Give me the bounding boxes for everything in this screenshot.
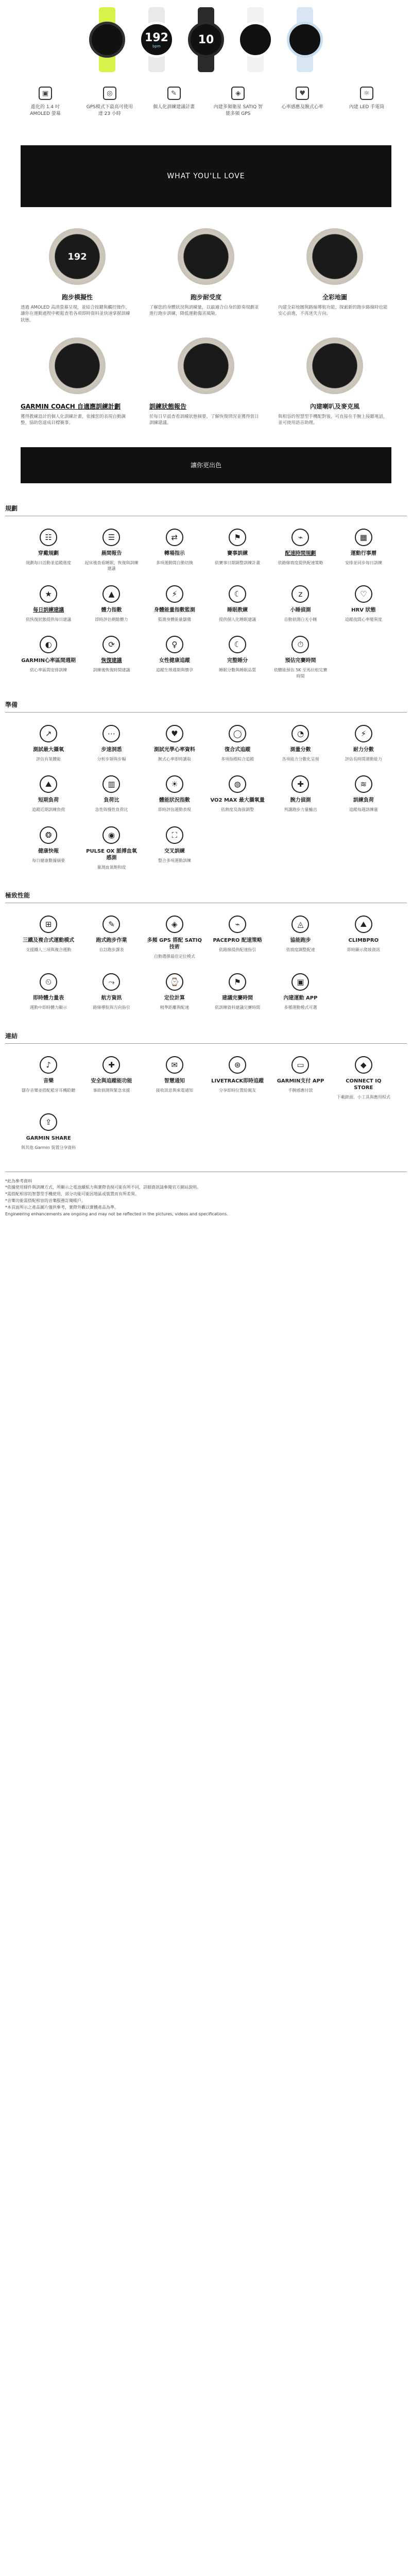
spec-item-title: PULSE OX 脈搏血氧感測 (86, 848, 137, 861)
track-icon: ◯ (229, 725, 246, 742)
feature-icons-row (0, 77, 412, 127)
watch-face (237, 22, 273, 58)
light-icon: ☼ (360, 87, 373, 100)
pacepro2-icon: ⌁ (229, 916, 246, 933)
spec-grid (5, 903, 407, 1010)
feature-highlight (342, 87, 391, 116)
spec-item-title: GARMIN支付 APP (277, 1078, 324, 1084)
spec-grid (5, 1044, 407, 1151)
spec-item-title: 內建運動 APP (283, 995, 318, 1001)
spec-item (21, 973, 76, 1011)
spec-item (83, 529, 139, 572)
spec-item-desc: 整合多項運動訓練 (158, 858, 191, 863)
hrv-icon: ♡ (355, 585, 372, 603)
feature-card-title: 內建喇叭及麥克風 (310, 402, 359, 410)
spec-item-title: 復合式追蹤 (225, 747, 251, 753)
spec-item-desc: 追蹤夜間心率變異度 (345, 617, 382, 622)
watch-face (178, 228, 234, 285)
readiness-icon: ❂ (40, 826, 57, 844)
feature-watch-image (149, 335, 263, 397)
race-icon: ⚑ (229, 529, 246, 546)
spec-item-title: 測量分數 (290, 747, 311, 753)
spec-item (210, 916, 265, 960)
spec-item (272, 585, 328, 623)
spec-item-title: 腕力偵測 (290, 798, 311, 804)
predict-icon: ⏱ (291, 636, 309, 653)
spec-item (83, 725, 139, 762)
spec-item (147, 585, 202, 623)
spec-item-title: 女性健康追蹤 (159, 658, 190, 664)
spec-item (210, 636, 265, 679)
feature-highlight-text: 進化的 1.4 吋 AMOLED 螢幕 (30, 105, 61, 116)
spec-item-title: 睡眠教練 (227, 607, 248, 613)
spec-item-desc: 下載錶面、小工具與應用程式 (336, 1094, 390, 1099)
spec-grid (5, 516, 407, 680)
spec-item (83, 636, 139, 679)
spec-item-title: 步速洞悉 (101, 747, 122, 753)
spec-item (336, 916, 391, 960)
feature-card (149, 226, 263, 324)
spec-item (210, 1056, 265, 1100)
spec-section (5, 1031, 407, 1151)
spec-item (336, 529, 391, 572)
spec-item-desc: 依坡度調整配速 (286, 947, 315, 953)
spec-item-desc: 睡眠分數與睡眠品質 (219, 668, 256, 673)
watch-face (287, 22, 323, 58)
feature-card (21, 226, 134, 324)
spec-item-desc: 腕式心率即時讀取 (158, 756, 191, 761)
feature-highlight (21, 87, 70, 116)
spec-item-title: 即時體力量表 (33, 995, 64, 1001)
feature-watch-image (278, 335, 391, 397)
spec-item-desc: 依心率區間安排訓練 (30, 668, 67, 673)
feature-card-title: 跑步模擬性 (61, 294, 93, 301)
spec-item-title: 安全與追蹤能功能 (91, 1078, 132, 1084)
spec-item-title: 三鐵及複合式運動模式 (23, 938, 75, 944)
spec-item (210, 585, 265, 623)
feature-highlight-text: 個人化訓練建議計畫 (153, 105, 195, 110)
spec-item-desc: 追蹤近期訓練負荷 (32, 807, 65, 812)
energy-icon: ⚡ (166, 585, 183, 603)
spec-item (336, 775, 391, 813)
spec-item-title: 短期負荷 (38, 798, 59, 804)
spec-item-title: 跑式跑步作業 (96, 938, 127, 944)
spec-item-desc: 依訓練資料建議完賽時間 (215, 1005, 261, 1010)
spec-item-title: 協能跑步 (290, 938, 311, 944)
feature-card-title: 跑步耐受度 (190, 294, 221, 301)
spec-item-title: 體能狀況指數 (159, 798, 190, 804)
feature-card-desc: 透過 AMOLED 高清螢幕呈現，並結合按鍵與觸控操作，讓你在運動過程中輕鬆查看各項即時資料並快速掌握訓練狀態。 (21, 305, 130, 323)
race2-icon: ⚑ (229, 973, 246, 991)
compare-banner[interactable] (21, 447, 391, 483)
feature-highlight-text: 內建多頻衛星 SATIQ 智能多頻 GPS (213, 105, 263, 116)
spec-item-title: 身體能量指數監測 (153, 607, 195, 613)
spec-item-desc: 規劃每日活動並追蹤進度 (26, 560, 72, 565)
spec-item-desc: 運動中即時體力顯示 (30, 1005, 67, 1010)
spec-item-desc: 依熱度及海拔調整 (221, 807, 254, 812)
video-banner[interactable] (21, 145, 391, 207)
pace-icon: ⌚ (166, 973, 183, 991)
spec-item-desc: 精準距離與配速 (160, 1005, 189, 1010)
spec-item (272, 725, 328, 762)
footnote-line: *本頁面所示之產品圖片僅供參考，實際外觀以實體產品為準。 (5, 1205, 118, 1210)
hero-watches (0, 0, 412, 77)
spec-item-title: 賽事訓練 (227, 550, 248, 556)
watch-image (283, 7, 327, 72)
spec-item-desc: 監測身體能量儲備 (158, 617, 191, 622)
watch-face (139, 22, 175, 58)
watch-face-number: 10 (198, 33, 214, 46)
compare-label: 讓你更出色 (190, 462, 221, 469)
score-icon: ◔ (291, 725, 309, 742)
watch-image (184, 7, 228, 72)
spec-item (336, 725, 391, 762)
spec-item (21, 725, 76, 762)
feature-grid (0, 207, 412, 427)
spec-item (21, 529, 76, 572)
load2-icon: ▥ (102, 775, 120, 793)
calendar-icon: ▦ (355, 529, 372, 546)
spec-item-desc: 多項指標綜合追蹤 (221, 756, 254, 761)
grade-icon: ◬ (291, 916, 309, 933)
feature-card-title: 全彩地圖 (322, 294, 347, 301)
trainload-icon: ≋ (355, 775, 372, 793)
spec-item-title: 交叉訓練 (164, 848, 185, 854)
spec-item-title: 音樂 (43, 1078, 54, 1084)
spec-item-link[interactable]: 每日訓練建議 (33, 607, 64, 613)
spec-item-title: 運動行事曆 (350, 550, 376, 556)
spec-item-link[interactable]: 配速時間規劃 (285, 550, 316, 556)
display-icon: ▣ (39, 87, 52, 100)
footnotes (5, 1172, 407, 1218)
load-icon: ▲ (102, 585, 120, 603)
heat-icon: ☀ (166, 775, 183, 793)
spec-item-desc: 手腕感應付款 (288, 1088, 313, 1093)
spec-item-desc: 多項運動間自動切換 (156, 560, 193, 565)
spec-item (272, 775, 328, 813)
vo2max-icon: ◍ (229, 775, 246, 793)
watch-face (49, 337, 106, 394)
spec-item-title: 定位計算 (164, 995, 185, 1001)
spec-item (210, 529, 265, 572)
tri-icon: ⛶ (166, 826, 183, 844)
app-icon: ▣ (291, 973, 309, 991)
spec-item (210, 973, 265, 1011)
step-icon: ⋯ (102, 725, 120, 742)
spec-item-title: HRV 狀態 (351, 607, 376, 613)
spec-item-desc: 依路線坡度提供配速策略 (278, 560, 323, 565)
spec-item-desc: 依路線提供配速指引 (219, 947, 256, 953)
watch-face (89, 22, 125, 58)
spec-item-desc: 判讀跑步力量輸出 (284, 807, 317, 812)
feature-highlight (213, 87, 263, 116)
spec-item-title: 體力指數 (101, 607, 122, 613)
feature-highlight (149, 87, 199, 116)
heart-icon: ♥ (296, 87, 309, 100)
plan-icon: ☷ (40, 529, 57, 546)
feature-card-desc: 與相容的智慧型手機配對後，可直接在手腕上接聽電話，並可使用語音助理。 (278, 414, 388, 426)
spec-item-desc: 自動選擇最佳定位模式 (153, 954, 195, 959)
power-icon: ⚡ (355, 725, 372, 742)
spec-item (147, 1056, 202, 1100)
video-label: WHAT YOU'LL LOVE (167, 172, 245, 180)
spec-item (147, 916, 202, 960)
spec-item-desc: 路線導航與方向指引 (93, 1005, 130, 1010)
spec-item-title: 預估完賽時間 (285, 658, 316, 664)
feature-card (278, 226, 391, 324)
spec-item (147, 775, 202, 813)
spec-item-desc: 各項能力分數化呈現 (282, 756, 319, 761)
spec-item (147, 973, 202, 1011)
spec-item-title: 晨間報告 (101, 550, 122, 556)
spec-item-desc: 依恢復狀態提供每日建議 (26, 617, 72, 622)
garmin-pay-icon: ▭ (291, 1056, 309, 1074)
spec-item-title: 航方資訊 (101, 995, 122, 1001)
cycle-icon: ◐ (40, 636, 57, 653)
spec-item-desc: 起床後查看睡眠、恢復與訓練建議 (84, 560, 139, 571)
watch-face-number: 192 (67, 251, 87, 262)
footnote-line: *需搭配相容的智慧型手機使用，部分功能可能因地區或裝置而有所差異。 (5, 1192, 139, 1197)
livetrack-icon: ⊛ (229, 1056, 246, 1074)
feature-watch-image (21, 335, 134, 397)
section-title: 連結 (5, 1031, 407, 1044)
spec-item-title: GARMIN SHARE (26, 1136, 71, 1142)
footnote-line: *依據使用條件與訓練方式，所顯示之電池續航力與實際表現可能有所不同，詳細資訊請參閱官方網站說明。 (5, 1185, 201, 1190)
spec-section (5, 700, 407, 871)
sleep-score-icon: ☾ (229, 636, 246, 653)
spec-item (147, 725, 202, 762)
footnote-line: *此為參考資料 (5, 1178, 32, 1183)
spec-grid (5, 713, 407, 871)
spec-item-desc: 依賽事日期調整訓練計畫 (215, 560, 261, 565)
feature-watch-image (21, 226, 134, 287)
spec-item-desc: 儲存音樂並搭配藍牙耳機聆聽 (22, 1088, 76, 1093)
spec-item-desc: 急性與慢性負荷比 (95, 807, 128, 812)
spec-section (5, 891, 407, 1010)
spec-item-link[interactable]: 恢復建議 (101, 658, 122, 664)
feature-highlight (85, 87, 134, 116)
multi-icon: ⊞ (40, 916, 57, 933)
spec-item-desc: 支援鐵人三項與複合運動 (26, 947, 72, 953)
spec-item (21, 636, 76, 679)
sleep-icon: ☾ (229, 585, 246, 603)
multiband-icon: ◈ (166, 916, 183, 933)
spec-item (147, 636, 202, 679)
spec-item-title: 穿戴規劃 (38, 550, 59, 556)
watch-face-unit: bpm (152, 44, 161, 48)
transfer-icon: ⇄ (166, 529, 183, 546)
spec-item (21, 775, 76, 813)
iq-icon: ◆ (355, 1056, 372, 1074)
spec-item-title: CLIMBPRO (348, 938, 379, 944)
watch-face-number: 192 (145, 31, 168, 44)
spec-item (210, 725, 265, 762)
section-title: 規劃 (5, 504, 407, 516)
spec-item-title: 測試最大攝氧 (33, 747, 64, 753)
coach-icon: ✎ (167, 87, 181, 100)
feature-card-link[interactable]: GARMIN COACH 自適應訓練計劃 (21, 402, 121, 410)
spec-item-title: CONNECT IQ STORE (346, 1078, 382, 1091)
spec-item (21, 916, 76, 960)
watch-image (135, 7, 178, 72)
feature-card (21, 335, 134, 427)
spec-item (272, 636, 328, 679)
spec-item-desc: 自動偵測白天小睡 (284, 617, 317, 622)
watch-face (188, 22, 224, 58)
gps-icon: ◎ (103, 87, 116, 100)
spec-item-title: 訓練負荷 (353, 798, 374, 804)
watch-face (178, 337, 234, 394)
feature-watch-image (149, 226, 263, 287)
spec-item-desc: 評估有氧體能 (36, 756, 61, 761)
oxygen-icon: ✚ (291, 775, 309, 793)
spec-item-title: 小睡偵測 (290, 607, 311, 613)
women-icon: ♀ (166, 636, 183, 653)
feature-highlight-text: 內建 LED 手電筒 (349, 105, 385, 110)
spec-section (5, 504, 407, 680)
footnote-line: Engineering enhancements are ongoing and may not be reflected in the pictures, videos and specifications. (5, 1211, 228, 1216)
watch-face (306, 228, 363, 285)
spec-item-title: PACEPRO 配速策略 (213, 938, 262, 944)
feature-card-desc: 獲得教練設計的個人化訓練計畫，依據您的表現自動調整，協助您達成目標賽事。 (21, 414, 126, 426)
spec-sections (0, 504, 412, 1151)
spec-item (21, 1113, 76, 1151)
pacepro-icon: ⌁ (291, 529, 309, 546)
spec-item-desc: 安排並同步每日訓練 (345, 560, 382, 565)
spec-item-desc: 提供個人化睡眠建議 (219, 617, 256, 622)
vo2-icon: ↗ (40, 725, 57, 742)
spec-item-title: GARMIN心率區間週期 (21, 658, 76, 664)
spec-item (147, 529, 202, 572)
spec-item (336, 1056, 391, 1100)
hr-icon: ♥ (166, 725, 183, 742)
watch-face (306, 337, 363, 394)
spec-item (210, 775, 265, 813)
spec-item (83, 826, 139, 871)
spec-item (272, 973, 328, 1011)
feature-watch-image (278, 226, 391, 287)
spec-item-desc: 多種運動模式可選 (284, 1005, 317, 1010)
spec-item-title: 健康快報 (38, 848, 59, 854)
spec-item (147, 826, 202, 871)
satellite-icon: ◈ (231, 87, 245, 100)
recovery-icon: ⟳ (102, 636, 120, 653)
safety-icon: ✚ (102, 1056, 120, 1074)
feature-card (149, 335, 263, 427)
spec-item-title: 負荷比 (104, 798, 119, 804)
suggest-icon: ★ (40, 585, 57, 603)
spec-item-desc: 訓練後恢復時間建議 (93, 668, 130, 673)
spec-item-title: LIVETRACK即時追蹤 (211, 1078, 264, 1084)
feature-highlight (278, 87, 327, 116)
notify-icon: ✉ (166, 1056, 183, 1074)
spec-item-title: VO2 MAX 最大攝氧量 (210, 798, 265, 804)
spec-item-title: 多頻 GPS 搭配 SATIQ 技術 (147, 938, 202, 951)
spec-item (272, 916, 328, 960)
spec-item (21, 826, 76, 871)
spec-item-desc: 即時評估運動表現 (158, 807, 191, 812)
spec-item-desc: 與其他 Garmin 裝置分享資料 (21, 1145, 76, 1150)
spec-item-desc: 即時顯示爬坡資訊 (347, 947, 380, 953)
feature-card (278, 335, 391, 427)
spec-item (83, 585, 139, 623)
watch-image (234, 7, 277, 72)
spec-item-desc: 事故偵測與緊急求援 (93, 1088, 130, 1093)
spec-item-desc: 分享即時位置給親友 (219, 1088, 256, 1093)
coach2-icon: ✎ (102, 916, 120, 933)
spec-item-desc: 追蹤生理週期與懷孕 (156, 668, 193, 673)
music-icon: ♪ (40, 1056, 57, 1074)
report-icon: ☰ (102, 529, 120, 546)
feature-card-desc: 內建全彩地圖與路線導航功能，探索新的跑步路線時也能安心前進，不再迷失方向。 (278, 305, 388, 317)
spec-item-title: 完整睡分 (227, 658, 248, 664)
spec-item (272, 529, 328, 572)
spec-item-desc: 評估長時間運動能力 (345, 756, 382, 761)
watch-face (49, 228, 106, 285)
spec-item-title: 轉場指示 (164, 550, 185, 556)
spec-item (21, 1056, 76, 1100)
spec-item-desc: 接收訊息與來電通知 (156, 1088, 193, 1093)
share-icon: ⇪ (40, 1113, 57, 1131)
spec-item-desc: 量測血氧飽和度 (97, 865, 126, 870)
spec-item (272, 1056, 328, 1100)
spec-item (83, 916, 139, 960)
spec-item (83, 973, 139, 1011)
spec-item (336, 585, 391, 623)
spec-item-title: 智慧通知 (164, 1078, 185, 1084)
timer-icon: ⏲ (40, 973, 57, 991)
spec-item-desc: 依體能預估 5K 至馬拉松完賽時間 (273, 668, 328, 679)
spec-item (21, 585, 76, 623)
spec-item-title: 建議完賽時間 (222, 995, 253, 1001)
section-title: 極致性能 (5, 891, 407, 903)
spec-item (83, 1056, 139, 1100)
spec-item-desc: 即時評估剩餘體力 (95, 617, 128, 622)
spec-item-desc: 追蹤每週訓練量 (349, 807, 378, 812)
feature-card-desc: 了解您的身體狀況與訓練量，以最適合自身的節奏規劃並進行跑步訓練，降低運動傷害風險。 (149, 305, 259, 317)
feature-card-link[interactable]: 訓練狀態報告 (149, 402, 187, 410)
spec-item-desc: 自訂跑步課表 (99, 947, 124, 953)
spec-item-title: 耐力分數 (353, 747, 374, 753)
spec-item-desc: 每日健康數據摘要 (32, 858, 65, 863)
nap-icon: z (291, 585, 309, 603)
pulseox-icon: ◉ (102, 826, 120, 844)
feature-highlight-text: GPS模式下最高可使用達 23 小時 (86, 105, 133, 116)
hill-icon: ⛰ (40, 775, 57, 793)
route-icon: ⤳ (102, 973, 120, 991)
spec-item-title: 測試光學心率資料 (153, 747, 195, 753)
climb-icon: ⛰ (355, 916, 372, 933)
section-title: 準備 (5, 700, 407, 713)
footnote-line: *音樂功能需搭配相容的音樂服務訂閱帳戶。 (5, 1198, 85, 1204)
spec-item-desc: 分析步頻與步幅 (97, 756, 126, 761)
spec-item (83, 775, 139, 813)
feature-card-desc: 於每日早晨查看訓練狀態摘要，了解恢復情況並獲得當日訓練建議。 (149, 414, 259, 426)
feature-highlight-text: 心率感應及腕式心率 (281, 105, 323, 110)
watch-image (85, 7, 129, 72)
